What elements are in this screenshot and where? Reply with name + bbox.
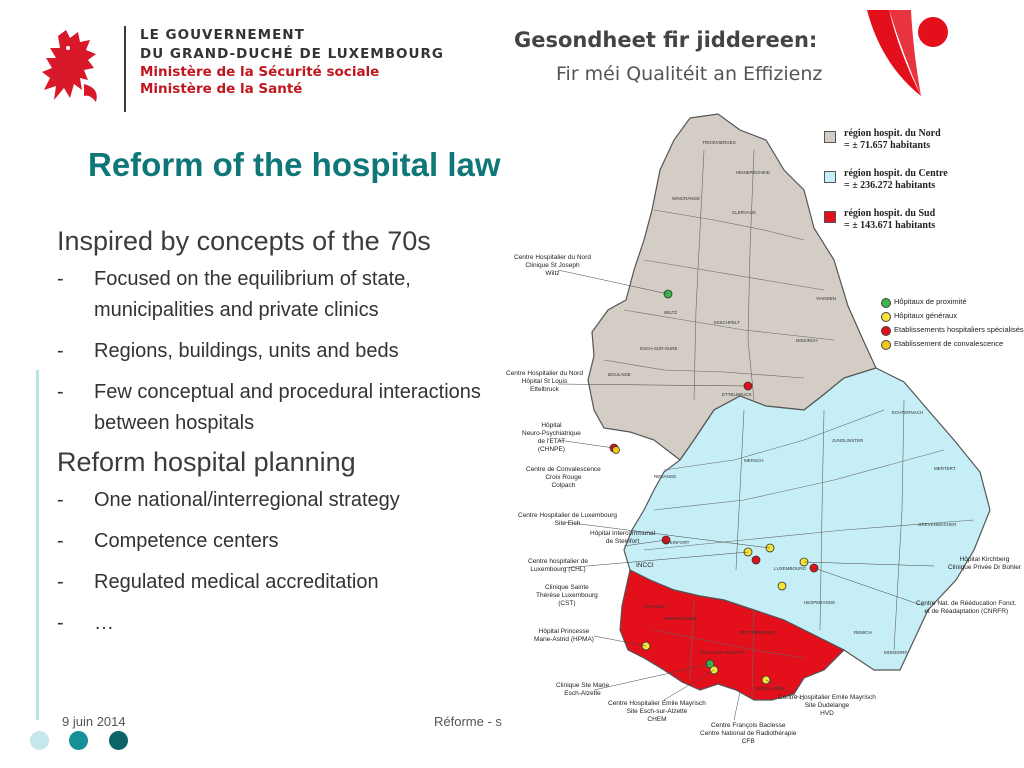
label-line: Colpach bbox=[551, 482, 576, 489]
commune-label: WILTZ bbox=[664, 310, 678, 315]
label-line: Centre Hospitalier de Luxembourg bbox=[518, 512, 617, 519]
legend-swatch bbox=[824, 211, 836, 223]
legend-dot bbox=[881, 298, 891, 308]
label-line: Site Eich bbox=[554, 520, 581, 527]
legend-swatch bbox=[824, 171, 836, 183]
slogan-banner bbox=[506, 0, 996, 110]
bullet-dash: - bbox=[57, 489, 64, 511]
legend-type-proximity bbox=[881, 296, 1024, 310]
label-line: (CST) bbox=[558, 600, 576, 607]
label-line: Hôpital Princesse bbox=[538, 628, 590, 635]
label-line: Site Dudelange bbox=[804, 702, 850, 709]
list-item-text: Few conceptual and procedural interactions between hospitals bbox=[94, 381, 481, 434]
commune-label: ESCH-SUR-ALZETTE bbox=[700, 650, 745, 655]
label-line: Centre hospitalier de bbox=[528, 558, 588, 565]
list-item-text: Regulated medical accreditation bbox=[94, 571, 379, 593]
legend-label: région hospit. du Centre bbox=[844, 168, 948, 179]
list-item bbox=[57, 336, 527, 367]
legend-type-specialised bbox=[881, 324, 1024, 338]
label-line: de l'ETAT bbox=[537, 438, 566, 445]
commune-label: CLERVAUX bbox=[732, 210, 756, 215]
slide-content bbox=[57, 224, 527, 649]
legend-label: région hospit. du Sud bbox=[844, 208, 936, 219]
section-planning bbox=[57, 445, 527, 639]
commune-label: DIFFERDANGE bbox=[664, 616, 697, 621]
commune-label: ESCH-SUR-SURE bbox=[640, 346, 678, 351]
ministry-social-security: Ministère de la Sécurité sociale bbox=[140, 64, 380, 80]
legend-region-north bbox=[824, 128, 1024, 168]
list-item bbox=[57, 526, 527, 557]
legend-type-convalescence bbox=[881, 338, 1024, 352]
legend-dot bbox=[881, 340, 891, 350]
commune-label: JUNGLINSTER bbox=[832, 438, 864, 443]
label-line: Centre Hospitalier Emile Mayrisch bbox=[608, 700, 706, 707]
list-item bbox=[57, 485, 527, 516]
bullet-dash: - bbox=[57, 530, 64, 552]
label-line: Neuro-Psychiatrique bbox=[522, 430, 581, 437]
decorative-dot-dark bbox=[109, 731, 128, 750]
label-line: Centre Hospitalier du Nord bbox=[514, 254, 591, 261]
hospital-label-cst bbox=[536, 584, 598, 608]
commune-label: KIISCHPELT bbox=[714, 320, 740, 325]
legend-population: = ± 236.272 habitants bbox=[844, 180, 936, 191]
commune-label: HEINERSCHEID bbox=[736, 170, 771, 175]
list-item bbox=[57, 264, 527, 326]
health-campaign-logo-icon bbox=[859, 4, 989, 104]
label-line: Centre Nat. de Rééducation Fonct. bbox=[916, 600, 1017, 607]
hospital-label-ettelbruck bbox=[506, 370, 583, 394]
label-line: Centre Hospitalier Emile Mayrisch bbox=[778, 694, 876, 701]
gov-line-2: DU GRAND-DUCHÉ DE LUXEMBOURG bbox=[140, 46, 444, 62]
gov-line-1: LE GOUVERNEMENT bbox=[140, 27, 305, 43]
commune-label: ECHTERNACH bbox=[892, 410, 924, 415]
label-line: et de Réadaptation (CNRFR) bbox=[924, 608, 1009, 615]
bullet-dash: - bbox=[57, 340, 64, 362]
hospital-label-chl bbox=[528, 558, 588, 574]
label-line: Hôpital St Louis bbox=[521, 378, 568, 385]
legend-dot bbox=[881, 326, 891, 336]
commune-label: ETTELBRUCK bbox=[722, 392, 752, 397]
hospital-label-cfb bbox=[700, 722, 796, 746]
footer-center-text: Réforme - s bbox=[434, 714, 502, 729]
list-item-text: Regions, buildings, units and beds bbox=[94, 340, 399, 362]
bullet-dash: - bbox=[57, 612, 64, 634]
slogan-title: Gesondheet fir jiddereen: bbox=[514, 28, 818, 52]
label-line: Clinique St Joseph bbox=[525, 262, 580, 269]
label-line: INCCI bbox=[636, 562, 654, 569]
list-item-text: Competence centers bbox=[94, 530, 279, 552]
map-legend-hospital-types bbox=[881, 296, 1024, 352]
commune-label: STEINFORT bbox=[664, 540, 690, 545]
slogan-subtitle: Fir méi Qualitéit an Effizienz bbox=[556, 63, 823, 85]
slide-title: Reform of the hospital law bbox=[88, 146, 501, 183]
section-heading-planning: Reform hospital planning bbox=[57, 447, 356, 477]
hospital-marker-incci bbox=[752, 556, 760, 564]
list-item-text: Focused on the equilibrium of state, municipalities and private clinics bbox=[94, 268, 411, 321]
bullet-dash: - bbox=[57, 571, 64, 593]
legend-type-label: Etablissement de convalescence bbox=[894, 339, 1004, 348]
ministry-health: Ministère de la Santé bbox=[140, 81, 303, 97]
hospital-label-kirchberg bbox=[948, 556, 1021, 572]
hospital-label-wiltz bbox=[514, 254, 591, 278]
bullet-dash: - bbox=[57, 381, 64, 403]
label-line: Centre de Convalescence bbox=[526, 466, 601, 473]
label-line: Centre Hospitalier du Nord bbox=[506, 370, 583, 377]
section-heading-70s: Inspired by concepts of the 70s bbox=[57, 226, 431, 256]
legend-type-general bbox=[881, 310, 1024, 324]
label-line: Centre François Baclesse bbox=[711, 722, 786, 729]
commune-label: VIANDEN bbox=[816, 296, 837, 301]
hospital-label-steinfort bbox=[590, 530, 655, 546]
label-line: Site Esch-sur-Alzette bbox=[626, 708, 688, 715]
hospital-regions-map bbox=[504, 110, 1024, 768]
bullet-dash: - bbox=[57, 268, 64, 290]
hospital-label-cnrfr bbox=[916, 600, 1016, 616]
legend-type-label: Hôpitaux généraux bbox=[894, 311, 957, 320]
commune-label: REDANGE bbox=[654, 474, 677, 479]
legend-swatch bbox=[824, 131, 836, 143]
list-item bbox=[57, 567, 527, 598]
legend-population: = ± 71.657 habitants bbox=[844, 140, 931, 151]
label-line: Ettelbruck bbox=[530, 386, 559, 393]
logo-divider bbox=[124, 26, 126, 112]
label-line: Thérèse Luxembourg bbox=[536, 592, 598, 599]
list-item bbox=[57, 608, 527, 639]
label-line: Esch-Alzette bbox=[564, 690, 601, 697]
legend-dot bbox=[881, 312, 891, 322]
hospital-label-colpach bbox=[526, 466, 601, 490]
legend-population: = ± 143.671 habitants bbox=[844, 220, 936, 231]
map-legend-regions bbox=[824, 128, 1024, 248]
label-line: (CHNPE) bbox=[537, 446, 565, 453]
label-line: CFB bbox=[741, 738, 755, 745]
commune-label: MONDORF bbox=[884, 650, 908, 655]
commune-label: MERSCH bbox=[744, 458, 764, 463]
label-line: Hôpital Kirchberg bbox=[959, 556, 1010, 563]
hospital-label-eich bbox=[518, 512, 617, 528]
label-line: Clinique Privée Dr Bohler bbox=[948, 564, 1021, 571]
commune-label: BOULAIDE bbox=[608, 372, 631, 377]
hospital-label-incci bbox=[636, 562, 654, 570]
hospital-label-dudelange bbox=[778, 694, 876, 718]
hospital-label-chnpe bbox=[522, 422, 581, 454]
label-line: Marie-Astrid (HPMA) bbox=[534, 636, 594, 643]
red-lion-icon bbox=[40, 28, 108, 108]
hospital-marker-colpach bbox=[613, 447, 620, 454]
hospital-label-esch-marie bbox=[556, 682, 609, 698]
label-line: Centre National de Radiothérapie bbox=[700, 730, 797, 737]
hospital-marker-cst bbox=[778, 582, 786, 590]
government-name bbox=[140, 26, 444, 98]
commune-label: REMICH bbox=[854, 630, 872, 635]
list-item bbox=[57, 377, 527, 439]
hospital-label-chem bbox=[608, 700, 706, 724]
commune-label: DUDELANGE bbox=[756, 686, 785, 691]
commune-label: LUXEMBOURG bbox=[774, 566, 807, 571]
decorative-dot-light bbox=[30, 731, 49, 750]
government-logo bbox=[40, 24, 480, 114]
label-line: Hôpital Intercommunal bbox=[590, 530, 656, 537]
decorative-dot-medium bbox=[69, 731, 88, 750]
accent-line bbox=[36, 370, 39, 720]
commune-label: WINCRANGE bbox=[672, 196, 700, 201]
legend-type-label: Hôpitaux de proximité bbox=[894, 297, 967, 306]
commune-label: PETANGE bbox=[644, 604, 666, 609]
commune-label: DIEKIRCH bbox=[796, 338, 818, 343]
commune-label: TROISVIERGES bbox=[702, 140, 736, 145]
label-line: HVD bbox=[820, 710, 834, 717]
list-item-text: … bbox=[94, 612, 114, 634]
legend-region-south bbox=[824, 208, 1024, 248]
label-line: de Steinfort bbox=[605, 538, 640, 545]
commune-label: BETTEMBOURG bbox=[740, 630, 775, 635]
commune-label: HESPERANGE bbox=[804, 600, 836, 605]
label-line: Hôpital bbox=[541, 422, 562, 429]
label-line: Clinique Sainte bbox=[545, 584, 589, 591]
label-line: Luxembourg (CHL) bbox=[530, 566, 586, 573]
commune-label: GREVENMACHER bbox=[918, 522, 957, 527]
label-line: Wiltz bbox=[545, 270, 560, 277]
legend-type-label: Etablissements hospitaliers spécialisés bbox=[894, 325, 1024, 334]
label-line: Clinique Ste Marie bbox=[556, 682, 610, 689]
label-line: CHEM bbox=[647, 716, 667, 723]
legend-label: région hospit. du Nord bbox=[844, 128, 941, 139]
legend-region-centre bbox=[824, 168, 1024, 208]
label-line: Croix Rouge bbox=[545, 474, 582, 481]
hospital-label-hpma bbox=[534, 628, 594, 644]
footer-date: 9 juin 2014 bbox=[62, 714, 126, 729]
commune-label: MERTERT bbox=[934, 466, 956, 471]
list-item-text: One national/interregional strategy bbox=[94, 489, 400, 511]
